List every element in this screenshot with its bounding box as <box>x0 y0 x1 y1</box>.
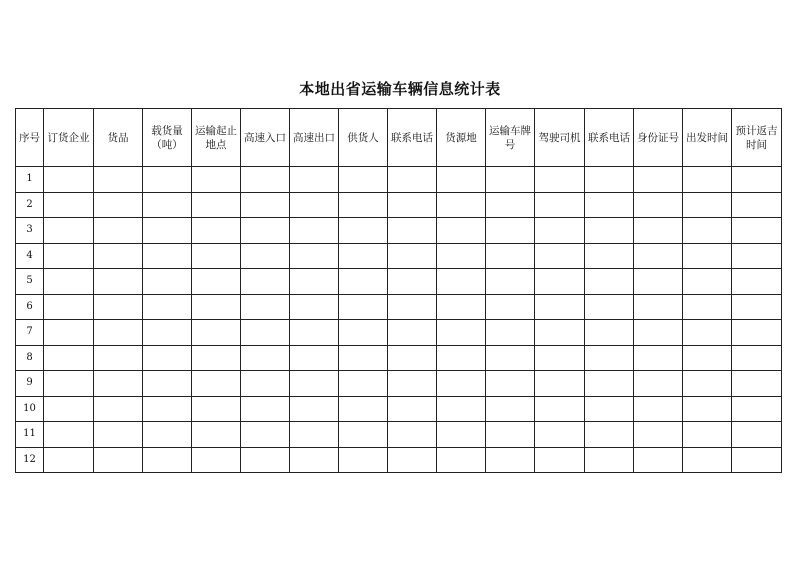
table-cell <box>290 218 339 244</box>
table-cell <box>192 396 241 422</box>
row-number: 8 <box>16 345 44 371</box>
table-cell <box>388 447 437 473</box>
table-cell <box>732 371 782 397</box>
table-cell <box>44 269 94 295</box>
column-header <box>94 109 143 167</box>
table-cell <box>339 345 388 371</box>
table-cell <box>486 396 535 422</box>
table-cell <box>732 192 782 218</box>
table-cell <box>192 218 241 244</box>
column-header <box>16 109 44 167</box>
column-header <box>290 109 339 167</box>
table-cell <box>44 320 94 346</box>
table-cell <box>290 320 339 346</box>
table-cell <box>143 294 192 320</box>
table-cell <box>732 345 782 371</box>
table-cell <box>241 345 290 371</box>
table-cell <box>634 269 683 295</box>
column-header <box>683 109 732 167</box>
table-row <box>16 167 782 193</box>
table-cell <box>683 447 732 473</box>
table-cell <box>143 243 192 269</box>
table-cell <box>683 294 732 320</box>
column-header-label: 驾驶司机 <box>538 131 581 144</box>
table-cell <box>192 345 241 371</box>
table-cell <box>44 167 94 193</box>
column-header <box>44 109 94 167</box>
table-cell <box>241 371 290 397</box>
table-cell <box>241 294 290 320</box>
table-cell <box>437 269 486 295</box>
row-number: 7 <box>16 320 44 346</box>
table-cell <box>683 218 732 244</box>
table-cell <box>585 192 634 218</box>
table-cell <box>241 396 290 422</box>
table-cell <box>535 422 585 448</box>
row-number: 9 <box>16 371 44 397</box>
column-header <box>388 109 437 167</box>
table-cell <box>732 167 782 193</box>
column-header-label: 高速出口 <box>293 131 335 144</box>
table-cell <box>732 243 782 269</box>
table-cell <box>683 167 732 193</box>
table-cell <box>192 320 241 346</box>
table-cell <box>535 243 585 269</box>
table-cell <box>437 167 486 193</box>
table-cell <box>192 447 241 473</box>
table-cell <box>94 294 143 320</box>
column-header <box>192 109 241 167</box>
table-cell <box>241 422 290 448</box>
table-cell <box>585 294 634 320</box>
table-cell <box>94 243 143 269</box>
table-cell <box>585 320 634 346</box>
table-cell <box>290 269 339 295</box>
table-cell <box>486 167 535 193</box>
column-header <box>732 109 782 167</box>
table-row <box>16 320 782 346</box>
table-cell <box>634 167 683 193</box>
table-cell <box>143 269 192 295</box>
table-cell <box>241 243 290 269</box>
table-cell <box>44 243 94 269</box>
table-cell <box>339 167 388 193</box>
row-number: 10 <box>16 396 44 422</box>
table-cell <box>290 447 339 473</box>
column-header-label: 出发时间 <box>686 131 728 144</box>
table-cell <box>44 218 94 244</box>
table-row <box>16 218 782 244</box>
table-cell <box>94 320 143 346</box>
table-cell <box>339 269 388 295</box>
table-cell <box>94 396 143 422</box>
table-cell <box>535 269 585 295</box>
table-cell <box>535 447 585 473</box>
table-cell <box>585 422 634 448</box>
table-cell <box>143 447 192 473</box>
table-cell <box>683 192 732 218</box>
table-cell <box>192 422 241 448</box>
table-cell <box>634 396 683 422</box>
table-cell <box>290 192 339 218</box>
table-cell <box>732 396 782 422</box>
column-header <box>486 109 535 167</box>
table-cell <box>535 371 585 397</box>
column-header <box>535 109 585 167</box>
table-cell <box>44 422 94 448</box>
table-cell <box>634 422 683 448</box>
table-cell <box>535 167 585 193</box>
table-cell <box>486 243 535 269</box>
table-cell <box>143 218 192 244</box>
table-cell <box>486 447 535 473</box>
table-cell <box>683 371 732 397</box>
table-cell <box>44 396 94 422</box>
table-cell <box>585 243 634 269</box>
row-number: 11 <box>16 422 44 448</box>
table-cell <box>192 167 241 193</box>
table-cell <box>388 294 437 320</box>
table-cell <box>339 396 388 422</box>
table-cell <box>290 294 339 320</box>
table-cell <box>94 167 143 193</box>
table-row <box>16 447 782 473</box>
table-cell <box>585 218 634 244</box>
table-cell <box>44 345 94 371</box>
table-cell <box>192 269 241 295</box>
row-number: 3 <box>16 218 44 244</box>
table-cell <box>143 167 192 193</box>
table-cell <box>44 371 94 397</box>
row-number: 5 <box>16 269 44 295</box>
table-cell <box>339 320 388 346</box>
table-cell <box>585 447 634 473</box>
column-header <box>143 109 192 167</box>
table-cell <box>192 371 241 397</box>
table-cell <box>486 371 535 397</box>
table-cell <box>437 447 486 473</box>
table-row <box>16 345 782 371</box>
table-cell <box>388 371 437 397</box>
table-cell <box>535 396 585 422</box>
table-cell <box>585 345 634 371</box>
table-cell <box>388 345 437 371</box>
table-cell <box>94 422 143 448</box>
column-header-label: 货品 <box>107 131 129 144</box>
table-cell <box>290 167 339 193</box>
column-header-label: 预计返吉 时间 <box>735 124 778 151</box>
table-cell <box>290 345 339 371</box>
table-cell <box>634 371 683 397</box>
column-header-label: 订货企业 <box>47 131 90 144</box>
column-header-label: 身份证号 <box>637 131 679 144</box>
table-cell <box>634 192 683 218</box>
table-cell <box>535 192 585 218</box>
table-cell <box>634 447 683 473</box>
table-cell <box>44 294 94 320</box>
column-header <box>437 109 486 167</box>
column-header-label: 载货量 （吨） <box>151 124 183 151</box>
column-header <box>339 109 388 167</box>
table-cell <box>339 447 388 473</box>
table-row <box>16 371 782 397</box>
row-number: 1 <box>16 167 44 193</box>
table-cell <box>44 192 94 218</box>
column-header-label: 货源地 <box>445 131 477 144</box>
table-cell <box>290 371 339 397</box>
table-cell <box>535 294 585 320</box>
table-cell <box>388 422 437 448</box>
table-cell <box>241 447 290 473</box>
table-cell <box>585 269 634 295</box>
table-cell <box>683 243 732 269</box>
table-cell <box>94 269 143 295</box>
table-cell <box>683 345 732 371</box>
table-cell <box>143 396 192 422</box>
table-cell <box>486 294 535 320</box>
table-cell <box>732 294 782 320</box>
table-cell <box>339 371 388 397</box>
table-cell <box>94 192 143 218</box>
table-cell <box>437 294 486 320</box>
column-header-label: 联系电话 <box>391 131 433 144</box>
table-cell <box>437 192 486 218</box>
table-cell <box>732 447 782 473</box>
table-row <box>16 294 782 320</box>
table-cell <box>486 345 535 371</box>
row-number: 6 <box>16 294 44 320</box>
table-cell <box>241 218 290 244</box>
table-row <box>16 269 782 295</box>
table-cell <box>683 269 732 295</box>
table-row <box>16 243 782 269</box>
table-cell <box>683 320 732 346</box>
table-cell <box>634 243 683 269</box>
table-cell <box>241 269 290 295</box>
table-row <box>16 422 782 448</box>
table-cell <box>437 371 486 397</box>
table-cell <box>192 192 241 218</box>
row-number: 4 <box>16 243 44 269</box>
table-cell <box>192 294 241 320</box>
table-cell <box>634 294 683 320</box>
table-cell <box>339 422 388 448</box>
table-cell <box>486 422 535 448</box>
table-cell <box>585 167 634 193</box>
column-header <box>634 109 683 167</box>
table-cell <box>339 294 388 320</box>
table-cell <box>486 320 535 346</box>
table-cell <box>683 396 732 422</box>
column-header <box>585 109 634 167</box>
table-cell <box>486 269 535 295</box>
table-cell <box>339 192 388 218</box>
table-cell <box>437 396 486 422</box>
table-cell <box>241 167 290 193</box>
table-cell <box>143 345 192 371</box>
table-cell <box>732 320 782 346</box>
document-title: 本地出省运输车辆信息统计表 <box>299 80 501 98</box>
table-cell <box>486 218 535 244</box>
table-cell <box>290 422 339 448</box>
table-cell <box>437 320 486 346</box>
table-row <box>16 192 782 218</box>
table-cell <box>732 218 782 244</box>
table-cell <box>241 192 290 218</box>
column-header-label: 联系电话 <box>588 131 630 144</box>
column-header-label: 运输车牌 号 <box>489 124 531 151</box>
table-cell <box>143 192 192 218</box>
table-header-row <box>16 109 782 167</box>
table-cell <box>192 243 241 269</box>
table-cell <box>388 396 437 422</box>
table-cell <box>683 422 732 448</box>
table-cell <box>634 345 683 371</box>
table-cell <box>339 218 388 244</box>
column-header-label: 高速入口 <box>244 131 286 144</box>
table-cell <box>388 243 437 269</box>
table-cell <box>437 422 486 448</box>
table-cell <box>535 320 585 346</box>
column-header-label: 供货人 <box>347 131 379 144</box>
table-cell <box>585 371 634 397</box>
table-cell <box>585 396 634 422</box>
table-cell <box>486 192 535 218</box>
table-cell <box>535 345 585 371</box>
table-cell <box>634 320 683 346</box>
table-cell <box>94 218 143 244</box>
table-cell <box>388 218 437 244</box>
table-cell <box>732 422 782 448</box>
table-cell <box>535 218 585 244</box>
table-cell <box>143 371 192 397</box>
table-body <box>16 167 782 473</box>
table-cell <box>388 167 437 193</box>
table-cell <box>290 396 339 422</box>
table-cell <box>437 243 486 269</box>
row-number: 12 <box>16 447 44 473</box>
table-row <box>16 396 782 422</box>
table-cell <box>388 269 437 295</box>
table-cell <box>94 447 143 473</box>
column-header-label: 运输起止 地点 <box>195 124 237 151</box>
table-cell <box>732 269 782 295</box>
table-cell <box>339 243 388 269</box>
table-cell <box>388 320 437 346</box>
table-cell <box>437 218 486 244</box>
column-header <box>241 109 290 167</box>
table-cell <box>94 371 143 397</box>
table-cell <box>437 345 486 371</box>
vehicle-info-table <box>15 108 782 473</box>
table-cell <box>143 422 192 448</box>
table-cell <box>634 218 683 244</box>
table-cell <box>290 243 339 269</box>
row-number: 2 <box>16 192 44 218</box>
column-header-label: 序号 <box>19 131 40 144</box>
table-cell <box>44 447 94 473</box>
table-cell <box>388 192 437 218</box>
table-cell <box>241 320 290 346</box>
table-cell <box>94 345 143 371</box>
table-cell <box>143 320 192 346</box>
